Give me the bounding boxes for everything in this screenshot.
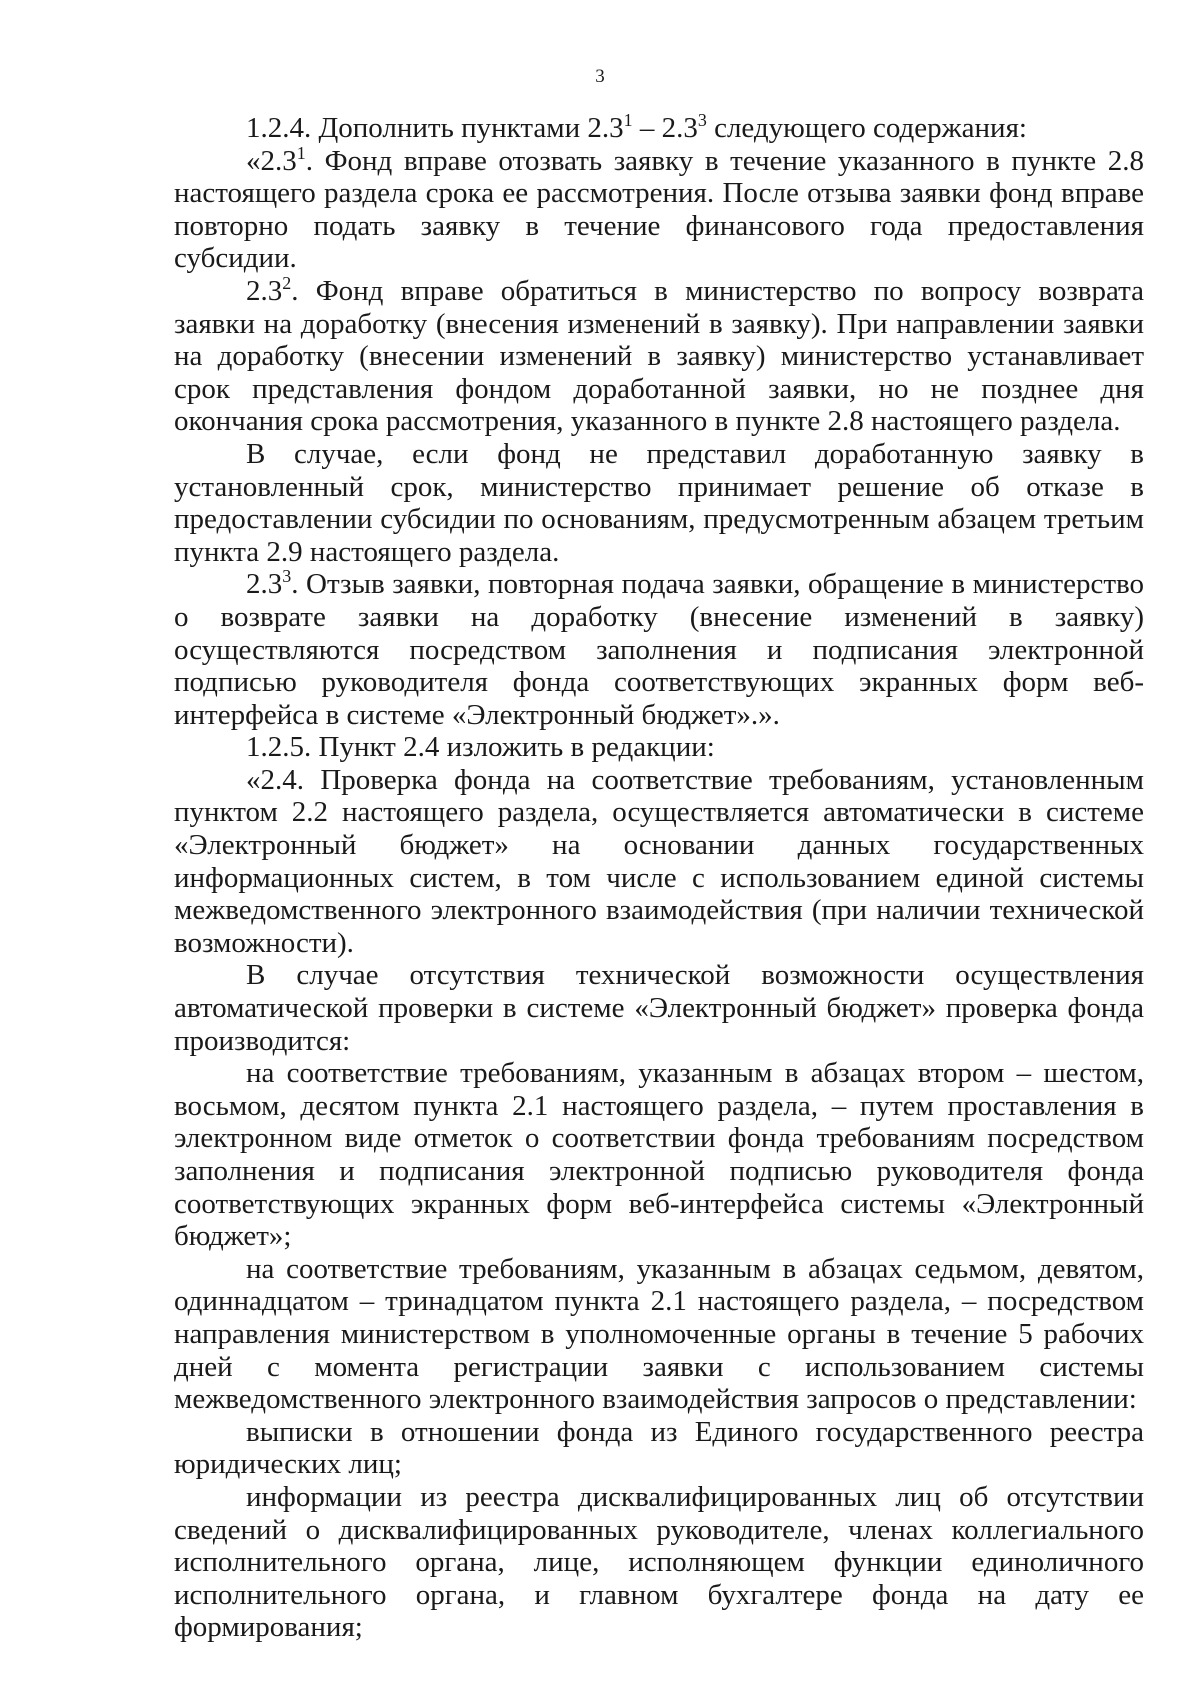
paragraph-1-2-5 — [174, 731, 1144, 764]
text-span: на соответствие требованиям, указанным в абзацах втором – шестом, восьмом, десятом пункта 2.1 настоящего раздела, – путем проставления в электронном виде отметок о соответствии фонда требованиям посредством заполнения и подписания электронной подписью руководителя фонда соответствующих экранных форм веб-интерфейса системы «Электронный бюджет»; — [174, 1057, 1144, 1253]
paragraph-egrul-extract — [174, 1416, 1144, 1481]
paragraph-2-3-1 — [174, 142, 1144, 275]
paragraph-disqualified-registry — [174, 1481, 1144, 1644]
text-span: . Фонд вправе отозвать заявку в течение указанного в пункте 2.8 настоящего раздела срока ее рассмотрения. После отзыва заявки фонд вправе повторно подать заявку в течение финансового года предоставления субсидии. — [174, 144, 1144, 275]
paragraph-2-4 — [174, 764, 1144, 960]
text-span: – 2.3 — [632, 112, 698, 144]
text-span: следующего содержания: — [706, 112, 1027, 144]
paragraph-check-requirements-1 — [174, 1057, 1144, 1253]
paragraph-no-technical-possibility — [174, 959, 1144, 1057]
superscript: 2 — [282, 273, 292, 294]
text-span: . Отзыв заявки, повторная подача заявки, обращение в министерство о возврате заявки на доработку (внесение изменений в заявку) осуществляются посредством заполнения и подписания электронной подписью руководителя фонда соответствующих экранных форм веб-интерфейса в системе «Электронный бюджет».». — [174, 568, 1144, 731]
text-span: 1.2.4. Дополнить пунктами 2.3 — [246, 112, 624, 144]
text-span: В случае отсутствия технической возможности осуществления автоматической проверки в системе «Электронный бюджет» проверка фонда производится: — [174, 959, 1144, 1057]
text-span: «2.3 — [246, 144, 297, 177]
document-body — [174, 112, 1144, 1644]
paragraph-1-2-4 — [174, 112, 1144, 145]
text-span: выписки в отношении фонда из Единого государственного реестра юридических лиц; — [174, 1415, 1144, 1481]
text-span: на соответствие требованиям, указанным в абзацах седьмом, девятом, одиннадцатом – тринадцатом пункта 2.1 настоящего раздела, – посредством направления министерством в уполномоченные органы в течение 5 рабочих дней с момента регистрации заявки с использованием системы межведомственного электронного взаимодействия запросов о представлении: — [174, 1252, 1144, 1416]
page-number: 3 — [595, 66, 605, 87]
superscript: 1 — [296, 142, 306, 163]
superscript: 3 — [282, 566, 292, 587]
text-span: информации из реестра дисквалифицированных лиц об отсутствии сведений о дисквалифицированных руководителе, членах коллегиального исполнительного органа, лице, исполняющем функции единоличного исполнительного органа, и главном бухгалтере фонда на дату ее формирования; — [174, 1480, 1144, 1644]
paragraph-check-requirements-2 — [174, 1253, 1144, 1416]
paragraph-2-3-2 — [174, 275, 1144, 438]
paragraph-2-3-3 — [174, 568, 1144, 731]
superscript: 1 — [623, 110, 633, 131]
text-span: 2.3 — [246, 568, 283, 601]
text-span: «2.4. Проверка фонда на соответствие требованиям, установленным пунктом 2.2 настоящего раздела, осуществляется автоматически в системе «Электронный бюджет» на основании данных государственных информационных систем, в том числе с использованием единой системы межведомственного электронного взаимодействия (при наличии технической возможности). — [174, 763, 1144, 959]
superscript: 3 — [697, 110, 707, 131]
text-span: 2.3 — [246, 274, 283, 307]
text-span: 1.2.5. Пункт 2.4 изложить в редакции: — [246, 731, 715, 764]
paragraph-refusal-case — [174, 438, 1144, 568]
text-span: . Фонд вправе обратиться в министерство по вопросу возврата заявки на доработку (внесения изменений в заявку). При направлении заявки на доработку (внесении изменений в заявку) министерство устанавливает срок представления фондом доработанной заявки, но не позднее дня окончания срока рассмотрения, указанного в пункте 2.8 настоящего раздела. — [174, 274, 1144, 438]
text-span: В случае, если фонд не представил доработанную заявку в установленный срок, министерство принимает решение об отказе в предоставлении субсидии по основаниям, предусмотренным абзацем третьим пункта 2.9 настоящего раздела. — [174, 437, 1144, 568]
